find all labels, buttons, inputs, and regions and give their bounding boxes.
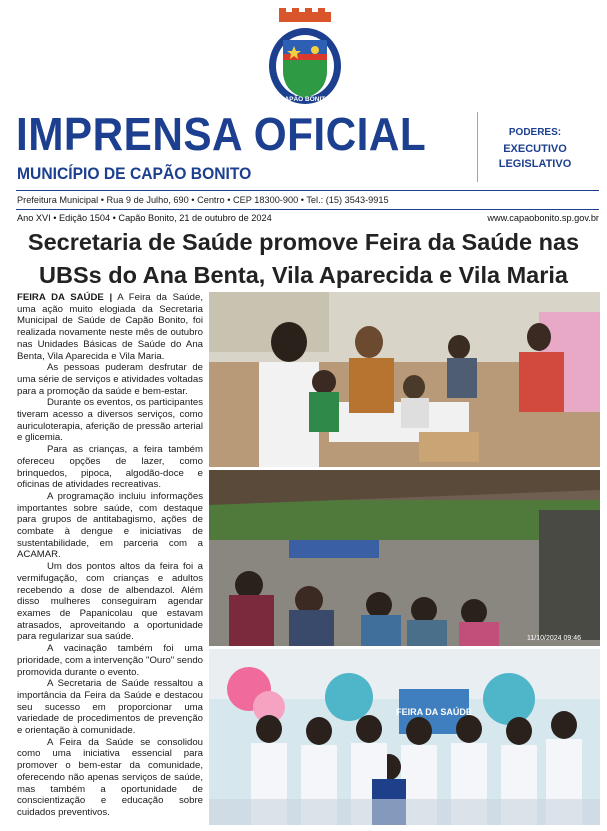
poder-executivo: EXECUTIVO: [503, 143, 567, 155]
paragraph-3: Durante os eventos, os participantes tiveram acesso a diversos serviços, como auriculoterapia, aferição de pressão arterial e glicemia.: [17, 397, 203, 444]
masthead-subtitle: MUNICÍPIO DE CAPÃO BONITO: [17, 164, 252, 183]
paragraph-4: Para as crianças, a feira também ofereceu opções de lazer, como brinquedos, pipoca, algodão-doce e oficinas de atividades recreativas.: [17, 444, 203, 491]
masthead-title: IMPRENSA OFICIAL: [16, 108, 427, 160]
photo-health-team: [209, 649, 600, 825]
paragraph-1: A Feira da Saúde, uma ação muito elogiada da Secretaria Municipal de Saúde de Capão Bonito, foi realizada novamente neste mês de outubro nas Unidades Básicas de Saúde do Ana Benta, Vila Aparecida e Vila Maria.: [17, 292, 203, 362]
crest-text: CAPÃO BONITO: [279, 96, 331, 103]
poderes-box: [480, 126, 590, 172]
photo-timestamp: 11/10/2024 09:46: [527, 635, 581, 642]
paragraph-5: A programação incluiu informações importantes sobre saúde, com destaque para grupos de antitabagismo, ações de combate à dengue e iniciativas de sustentabilidade, em parceria com a ACAMAR.: [17, 490, 203, 561]
paragraph-9: A Feira da Saúde se consolidou como uma iniciativa essencial para promover o bem-estar da comunidade, oferecendo não apenas serviços de saúde, mas também a oportunidade de conscientização e educação sobre cuidados preventivos.: [17, 736, 203, 818]
paragraph-7: A vacinação também foi uma prioridade, com a intervenção "Ouro" sendo promovida durante o evento.: [17, 643, 203, 678]
address-line: Prefeitura Municipal • Rua 9 de Julho, 690 • Centro • CEP 18300-900 • Tel.: (15) 3543-9915: [17, 195, 389, 205]
photo-health-fair-court: [209, 470, 600, 646]
lead-label: FEIRA DA SAÚDE |: [17, 292, 113, 303]
article-body: [17, 292, 203, 819]
poder-legislativo: LEGISLATIVO: [498, 158, 572, 170]
header-rule-bottom: [16, 209, 599, 210]
fair-sign: FEIRA DA SAÚDE: [396, 707, 472, 717]
photo-health-fair-indoor: [209, 292, 600, 467]
paragraph-6: Um dos pontos altos da feira foi a vermifugação, com crianças e adultos recebendo a dose de albendazol. Além disso mulheres conseguiram agendar exames de Papanicolau que estavam atrasados, aproveitando a oportunidade para regularizar sua saúde.: [17, 561, 203, 643]
edition-line: Ano XVI • Edição 1504 • Capão Bonito, 21 de outubro de 2024: [17, 213, 272, 223]
poderes-label: PODERES:: [508, 127, 562, 138]
website-link[interactable]: www.capaobonito.sp.gov.br: [487, 213, 599, 223]
paragraph-8: A Secretaria de Saúde ressaltou a importância da Feira da Saúde e destacou seu sucesso em proporcionar uma variedade de procedimentos de prevenção e orientação à comunidade.: [17, 678, 203, 737]
masthead-divider: [477, 112, 478, 182]
article-headline: Secretaria de Saúde promove Feira da Saúde nas UBSs do Ana Benta, Vila Aparecida e Vila Maria: [27, 229, 580, 288]
header-rule-top: [16, 190, 599, 191]
municipal-crest: [265, 8, 345, 108]
paragraph-2: As pessoas puderam desfrutar de uma série de serviços e atividades voltadas para a promoção da saúde e bem-estar.: [17, 362, 203, 397]
